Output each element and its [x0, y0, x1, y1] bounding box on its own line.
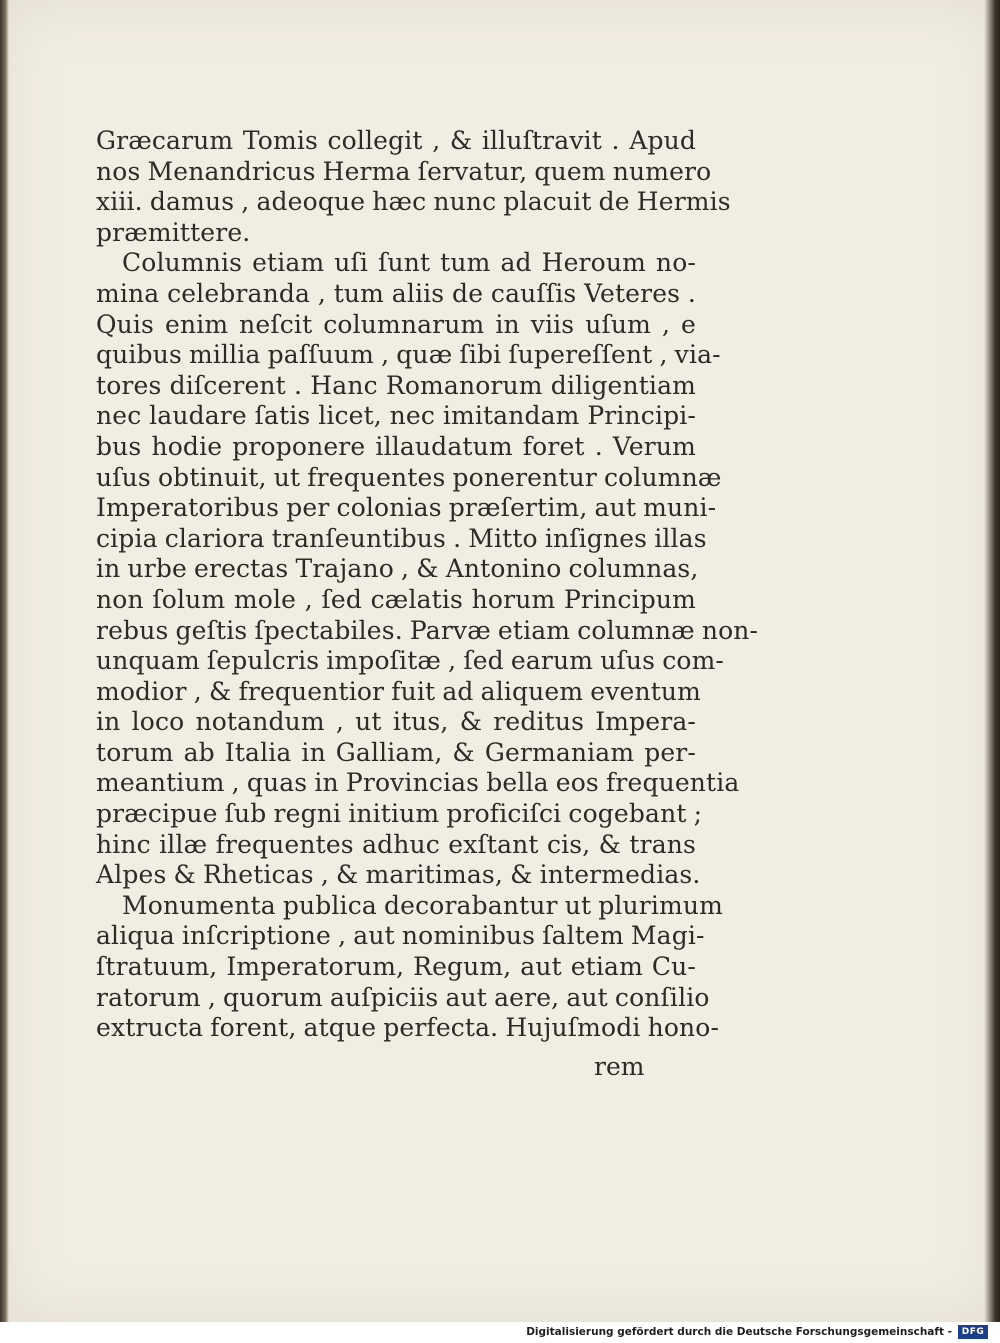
text-line: tores diſcerent . Hanc Romanorum diligentiam	[96, 370, 696, 400]
funding-notice: Digitalisierung gefördert durch die Deutsche Forschungsgemeinschaft -	[526, 1326, 952, 1338]
dfg-logo[interactable]: DFG	[958, 1325, 988, 1339]
text-line: torum ab Italia in Galliam, & Germaniam per-	[96, 737, 696, 767]
text-line: Imperatoribus per colonias præſertim, aut muni-	[96, 493, 717, 523]
text-line: ratorum , quorum auſpiciis aut aere, aut conſilio	[96, 982, 710, 1012]
text-line: aliqua inſcriptione , aut nominibus ſaltem Magi-	[96, 921, 705, 951]
text-line: unquam ſepulcris impoſitæ , ſed earum uſus com-	[96, 646, 725, 676]
text-line: Columnis etiam uſi ſunt tum ad Heroum no-	[122, 248, 696, 278]
body-text	[96, 126, 759, 1044]
text-line: Græcarum Tomis collegit , & illuſtravit . Apud	[96, 126, 696, 155]
catchword: rem	[594, 1052, 645, 1081]
text-line: xiii. damus , adeoque hæc nunc placuit de Hermis	[96, 187, 731, 217]
text-line: ſtratuum, Imperatorum, Regum, aut etiam Cu-	[96, 952, 696, 982]
text-line: modior , & frequentior fuit ad aliquem eventum	[96, 676, 702, 706]
text-line: bus hodie proponere illaudatum foret . Verum	[96, 431, 696, 461]
text-line: uſus obtinuit, ut frequentes ponerentur columnæ	[96, 462, 722, 492]
text-line: rebus geſtis ſpectabiles. Parvæ etiam columnæ non-	[96, 615, 759, 645]
text-line: non ſolum mole , ſed cælatis horum Principum	[96, 584, 696, 614]
text-line: extructa forent, atque perfecta. Hujuſmodi hono-	[96, 1013, 720, 1043]
text-line: Alpes & Rheticas , & maritimas, & intermedias.	[96, 860, 701, 890]
text-line: Quis enim neſcit columnarum in viis uſum , e	[96, 309, 696, 339]
text-line: nec laudare ſatis licet, nec imitandam Principi-	[96, 401, 696, 431]
text-line: præmittere.	[96, 217, 251, 247]
text-line: Monumenta publica decorabantur ut plurimum	[122, 890, 724, 920]
text-line: quibus millia paſſuum , quæ ſibi ſupereſſent , via-	[96, 340, 721, 370]
text-line: mina celebranda , tum aliis de cauſſis Veteres .	[96, 278, 696, 308]
text-line: nos Menandricus Herma ſervatur, quem numero	[96, 156, 712, 186]
text-line: hinc illæ frequentes adhuc exſtant cis, & trans	[96, 829, 696, 859]
text-line: in loco notandum , ut itus, & reditus Impera-	[96, 707, 696, 737]
text-line: in urbe erectas Trajano , & Antonino columnas,	[96, 554, 699, 584]
text-line: meantium , quas in Provincias bella eos frequentia	[96, 768, 740, 798]
footer-bar	[0, 1322, 1000, 1343]
text-line: cipia clariora tranſeuntibus . Mitto inſignes illas	[96, 523, 707, 553]
text-line: præcipue ſub regni initium proficiſci cogebant ;	[96, 799, 703, 829]
